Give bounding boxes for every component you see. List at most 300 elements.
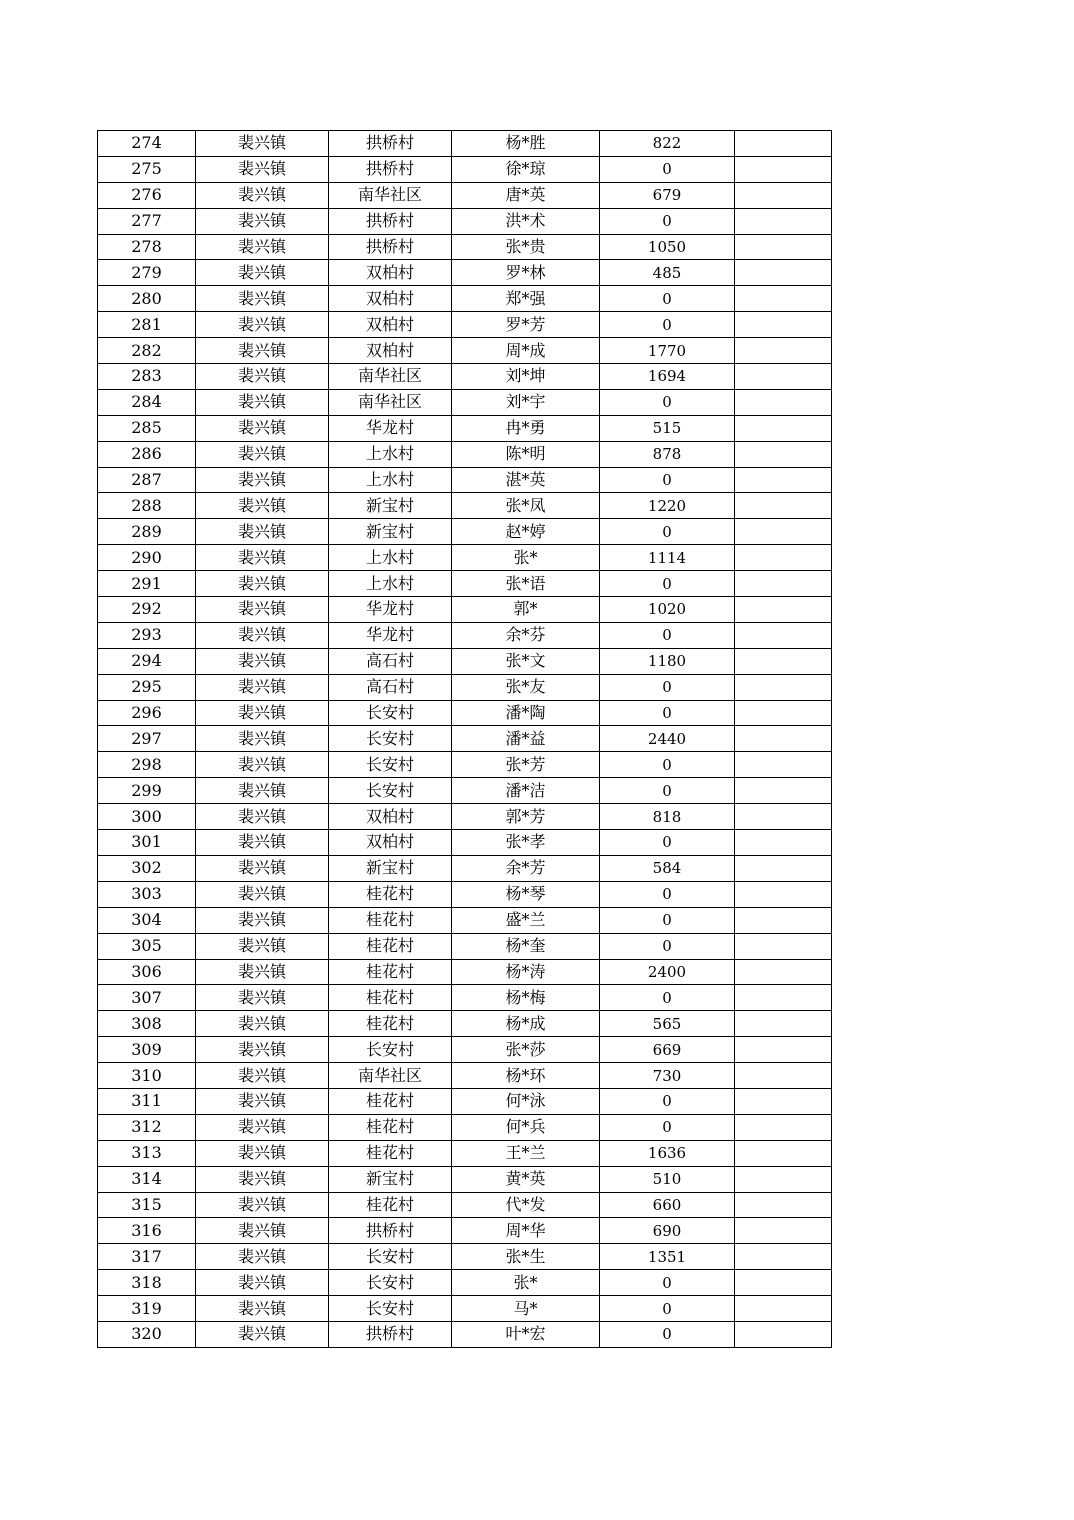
village-cell: 长安村 — [329, 1037, 452, 1063]
amount-cell: 0 — [600, 571, 735, 597]
amount-cell: 0 — [600, 881, 735, 907]
village-cell: 桂花村 — [329, 907, 452, 933]
town-cell: 裴兴镇 — [196, 338, 329, 364]
name-cell: 张*芳 — [452, 752, 600, 778]
amount-cell: 1694 — [600, 364, 735, 390]
town-cell: 裴兴镇 — [196, 985, 329, 1011]
name-cell: 张* — [452, 1270, 600, 1296]
row-number-cell: 296 — [98, 700, 196, 726]
table-row — [98, 1114, 832, 1140]
town-cell: 裴兴镇 — [196, 648, 329, 674]
name-cell: 张*莎 — [452, 1037, 600, 1063]
amount-cell: 822 — [600, 131, 735, 157]
town-cell: 裴兴镇 — [196, 389, 329, 415]
village-cell: 拱桥村 — [329, 156, 452, 182]
town-cell: 裴兴镇 — [196, 907, 329, 933]
name-cell: 张*孝 — [452, 830, 600, 856]
table-row — [98, 1011, 832, 1037]
village-cell: 长安村 — [329, 1296, 452, 1322]
town-cell: 裴兴镇 — [196, 312, 329, 338]
name-cell: 刘*宇 — [452, 389, 600, 415]
village-cell: 新宝村 — [329, 1166, 452, 1192]
village-cell: 桂花村 — [329, 1011, 452, 1037]
town-cell: 裴兴镇 — [196, 700, 329, 726]
amount-cell: 0 — [600, 622, 735, 648]
amount-cell: 0 — [600, 1296, 735, 1322]
remark-cell — [735, 545, 832, 571]
town-cell: 裴兴镇 — [196, 1037, 329, 1063]
row-number-cell: 289 — [98, 519, 196, 545]
remark-cell — [735, 778, 832, 804]
remark-cell — [735, 1321, 832, 1347]
remark-cell — [735, 933, 832, 959]
table-row — [98, 364, 832, 390]
row-number-cell: 303 — [98, 881, 196, 907]
town-cell: 裴兴镇 — [196, 674, 329, 700]
table-row — [98, 1218, 832, 1244]
name-cell: 盛*兰 — [452, 907, 600, 933]
amount-cell: 1636 — [600, 1140, 735, 1166]
name-cell: 潘*洁 — [452, 778, 600, 804]
remark-cell — [735, 985, 832, 1011]
row-number-cell: 310 — [98, 1063, 196, 1089]
name-cell: 杨*涛 — [452, 959, 600, 985]
town-cell: 裴兴镇 — [196, 286, 329, 312]
remark-cell — [735, 519, 832, 545]
amount-cell: 510 — [600, 1166, 735, 1192]
town-cell: 裴兴镇 — [196, 778, 329, 804]
name-cell: 罗*林 — [452, 260, 600, 286]
name-cell: 赵*婷 — [452, 519, 600, 545]
town-cell: 裴兴镇 — [196, 415, 329, 441]
row-number-cell: 299 — [98, 778, 196, 804]
amount-cell: 0 — [600, 700, 735, 726]
amount-cell: 669 — [600, 1037, 735, 1063]
table-row — [98, 208, 832, 234]
table-row — [98, 519, 832, 545]
remark-cell — [735, 804, 832, 830]
row-number-cell: 282 — [98, 338, 196, 364]
town-cell: 裴兴镇 — [196, 1270, 329, 1296]
table-row — [98, 907, 832, 933]
remark-cell — [735, 286, 832, 312]
table-row — [98, 545, 832, 571]
remark-cell — [735, 1270, 832, 1296]
village-cell: 桂花村 — [329, 881, 452, 907]
remark-cell — [735, 648, 832, 674]
row-number-cell: 294 — [98, 648, 196, 674]
village-cell: 桂花村 — [329, 1088, 452, 1114]
remark-cell — [735, 1244, 832, 1270]
table-row — [98, 597, 832, 623]
remark-cell — [735, 182, 832, 208]
table-row — [98, 1063, 832, 1089]
village-cell: 南华社区 — [329, 1063, 452, 1089]
amount-cell: 0 — [600, 1088, 735, 1114]
village-cell: 桂花村 — [329, 1140, 452, 1166]
remark-cell — [735, 234, 832, 260]
amount-cell: 0 — [600, 519, 735, 545]
amount-cell: 0 — [600, 1270, 735, 1296]
table-row — [98, 571, 832, 597]
amount-cell: 0 — [600, 830, 735, 856]
table-row — [98, 493, 832, 519]
row-number-cell: 317 — [98, 1244, 196, 1270]
name-cell: 张*语 — [452, 571, 600, 597]
village-cell: 长安村 — [329, 700, 452, 726]
town-cell: 裴兴镇 — [196, 1166, 329, 1192]
remark-cell — [735, 674, 832, 700]
table-row — [98, 1296, 832, 1322]
town-cell: 裴兴镇 — [196, 156, 329, 182]
table-row — [98, 933, 832, 959]
remark-cell — [735, 208, 832, 234]
remark-cell — [735, 959, 832, 985]
town-cell: 裴兴镇 — [196, 855, 329, 881]
table-row — [98, 881, 832, 907]
table-row — [98, 648, 832, 674]
table-row — [98, 338, 832, 364]
row-number-cell: 309 — [98, 1037, 196, 1063]
row-number-cell: 292 — [98, 597, 196, 623]
row-number-cell: 277 — [98, 208, 196, 234]
amount-cell: 1020 — [600, 597, 735, 623]
village-cell: 拱桥村 — [329, 131, 452, 157]
village-cell: 桂花村 — [329, 933, 452, 959]
table-row — [98, 1088, 832, 1114]
amount-cell: 1770 — [600, 338, 735, 364]
remark-cell — [735, 312, 832, 338]
table-row — [98, 1321, 832, 1347]
town-cell: 裴兴镇 — [196, 597, 329, 623]
amount-cell: 1351 — [600, 1244, 735, 1270]
amount-cell: 1180 — [600, 648, 735, 674]
table-row — [98, 830, 832, 856]
name-cell: 张*贵 — [452, 234, 600, 260]
town-cell: 裴兴镇 — [196, 726, 329, 752]
village-cell: 桂花村 — [329, 985, 452, 1011]
name-cell: 潘*陶 — [452, 700, 600, 726]
amount-cell: 818 — [600, 804, 735, 830]
table-row — [98, 156, 832, 182]
amount-cell: 584 — [600, 855, 735, 881]
table-row — [98, 260, 832, 286]
village-cell: 长安村 — [329, 752, 452, 778]
village-cell: 南华社区 — [329, 389, 452, 415]
amount-cell: 485 — [600, 260, 735, 286]
row-number-cell: 298 — [98, 752, 196, 778]
village-cell: 双柏村 — [329, 830, 452, 856]
village-cell: 上水村 — [329, 571, 452, 597]
amount-cell: 0 — [600, 467, 735, 493]
town-cell: 裴兴镇 — [196, 260, 329, 286]
table-row — [98, 959, 832, 985]
town-cell: 裴兴镇 — [196, 881, 329, 907]
row-number-cell: 305 — [98, 933, 196, 959]
row-number-cell: 278 — [98, 234, 196, 260]
village-cell: 双柏村 — [329, 338, 452, 364]
remark-cell — [735, 622, 832, 648]
village-cell: 上水村 — [329, 467, 452, 493]
row-number-cell: 280 — [98, 286, 196, 312]
town-cell: 裴兴镇 — [196, 1244, 329, 1270]
remark-cell — [735, 1218, 832, 1244]
remark-cell — [735, 131, 832, 157]
name-cell: 刘*坤 — [452, 364, 600, 390]
amount-cell: 1114 — [600, 545, 735, 571]
row-number-cell: 318 — [98, 1270, 196, 1296]
amount-cell: 565 — [600, 1011, 735, 1037]
town-cell: 裴兴镇 — [196, 571, 329, 597]
name-cell: 张* — [452, 545, 600, 571]
row-number-cell: 315 — [98, 1192, 196, 1218]
table-row — [98, 1270, 832, 1296]
table-row — [98, 182, 832, 208]
town-cell: 裴兴镇 — [196, 830, 329, 856]
row-number-cell: 301 — [98, 830, 196, 856]
town-cell: 裴兴镇 — [196, 1218, 329, 1244]
amount-cell: 0 — [600, 1321, 735, 1347]
row-number-cell: 283 — [98, 364, 196, 390]
table-row — [98, 1166, 832, 1192]
village-cell: 华龙村 — [329, 597, 452, 623]
village-cell: 桂花村 — [329, 1114, 452, 1140]
row-number-cell: 297 — [98, 726, 196, 752]
row-number-cell: 302 — [98, 855, 196, 881]
table-row — [98, 1140, 832, 1166]
remark-cell — [735, 389, 832, 415]
remark-cell — [735, 1037, 832, 1063]
name-cell: 何*兵 — [452, 1114, 600, 1140]
remark-cell — [735, 1063, 832, 1089]
table-row — [98, 467, 832, 493]
name-cell: 马* — [452, 1296, 600, 1322]
table-row — [98, 389, 832, 415]
name-cell: 张*凤 — [452, 493, 600, 519]
amount-cell: 0 — [600, 985, 735, 1011]
name-cell: 张*友 — [452, 674, 600, 700]
town-cell: 裴兴镇 — [196, 1321, 329, 1347]
remark-cell — [735, 855, 832, 881]
village-cell: 双柏村 — [329, 286, 452, 312]
village-cell: 新宝村 — [329, 493, 452, 519]
row-number-cell: 290 — [98, 545, 196, 571]
village-cell: 长安村 — [329, 778, 452, 804]
remark-cell — [735, 1088, 832, 1114]
amount-cell: 0 — [600, 312, 735, 338]
remark-cell — [735, 726, 832, 752]
name-cell: 张*文 — [452, 648, 600, 674]
remark-cell — [735, 597, 832, 623]
town-cell: 裴兴镇 — [196, 1140, 329, 1166]
town-cell: 裴兴镇 — [196, 208, 329, 234]
name-cell: 洪*术 — [452, 208, 600, 234]
town-cell: 裴兴镇 — [196, 441, 329, 467]
table-row — [98, 131, 832, 157]
row-number-cell: 314 — [98, 1166, 196, 1192]
village-cell: 双柏村 — [329, 260, 452, 286]
village-cell: 华龙村 — [329, 415, 452, 441]
name-cell: 罗*芳 — [452, 312, 600, 338]
remark-cell — [735, 907, 832, 933]
table-row — [98, 700, 832, 726]
name-cell: 杨*胜 — [452, 131, 600, 157]
table-row — [98, 234, 832, 260]
name-cell: 郭*芳 — [452, 804, 600, 830]
town-cell: 裴兴镇 — [196, 752, 329, 778]
remark-cell — [735, 415, 832, 441]
name-cell: 张*生 — [452, 1244, 600, 1270]
row-number-cell: 285 — [98, 415, 196, 441]
name-cell: 周*成 — [452, 338, 600, 364]
amount-cell: 730 — [600, 1063, 735, 1089]
row-number-cell: 319 — [98, 1296, 196, 1322]
town-cell: 裴兴镇 — [196, 234, 329, 260]
table-row — [98, 415, 832, 441]
amount-cell: 660 — [600, 1192, 735, 1218]
table-row — [98, 1244, 832, 1270]
amount-cell: 515 — [600, 415, 735, 441]
name-cell: 陈*明 — [452, 441, 600, 467]
amount-cell: 0 — [600, 1114, 735, 1140]
town-cell: 裴兴镇 — [196, 1063, 329, 1089]
name-cell: 郑*强 — [452, 286, 600, 312]
village-cell: 华龙村 — [329, 622, 452, 648]
row-number-cell: 288 — [98, 493, 196, 519]
village-cell: 长安村 — [329, 1270, 452, 1296]
row-number-cell: 308 — [98, 1011, 196, 1037]
village-cell: 桂花村 — [329, 1192, 452, 1218]
remark-cell — [735, 1140, 832, 1166]
amount-cell: 0 — [600, 208, 735, 234]
remark-cell — [735, 1296, 832, 1322]
name-cell: 杨*环 — [452, 1063, 600, 1089]
table-row — [98, 674, 832, 700]
table-row — [98, 441, 832, 467]
name-cell: 代*发 — [452, 1192, 600, 1218]
remark-cell — [735, 752, 832, 778]
remark-cell — [735, 156, 832, 182]
row-number-cell: 316 — [98, 1218, 196, 1244]
row-number-cell: 293 — [98, 622, 196, 648]
row-number-cell: 306 — [98, 959, 196, 985]
village-cell: 拱桥村 — [329, 234, 452, 260]
village-cell: 南华社区 — [329, 364, 452, 390]
town-cell: 裴兴镇 — [196, 1011, 329, 1037]
amount-cell: 0 — [600, 907, 735, 933]
row-number-cell: 300 — [98, 804, 196, 830]
name-cell: 周*华 — [452, 1218, 600, 1244]
row-number-cell: 276 — [98, 182, 196, 208]
table-row — [98, 752, 832, 778]
town-cell: 裴兴镇 — [196, 182, 329, 208]
amount-cell: 0 — [600, 778, 735, 804]
town-cell: 裴兴镇 — [196, 467, 329, 493]
amount-cell: 0 — [600, 156, 735, 182]
row-number-cell: 281 — [98, 312, 196, 338]
village-cell: 新宝村 — [329, 855, 452, 881]
village-cell: 南华社区 — [329, 182, 452, 208]
name-cell: 叶*宏 — [452, 1321, 600, 1347]
table-row — [98, 855, 832, 881]
amount-cell: 0 — [600, 389, 735, 415]
row-number-cell: 287 — [98, 467, 196, 493]
table-row — [98, 622, 832, 648]
amount-cell: 1220 — [600, 493, 735, 519]
name-cell: 徐*琼 — [452, 156, 600, 182]
records-table — [97, 130, 832, 1348]
name-cell: 杨*奎 — [452, 933, 600, 959]
row-number-cell: 295 — [98, 674, 196, 700]
table-row — [98, 312, 832, 338]
row-number-cell: 307 — [98, 985, 196, 1011]
name-cell: 杨*梅 — [452, 985, 600, 1011]
name-cell: 杨*成 — [452, 1011, 600, 1037]
town-cell: 裴兴镇 — [196, 1296, 329, 1322]
village-cell: 高石村 — [329, 674, 452, 700]
village-cell: 长安村 — [329, 1244, 452, 1270]
remark-cell — [735, 881, 832, 907]
remark-cell — [735, 467, 832, 493]
remark-cell — [735, 1166, 832, 1192]
row-number-cell: 312 — [98, 1114, 196, 1140]
name-cell: 潘*益 — [452, 726, 600, 752]
row-number-cell: 275 — [98, 156, 196, 182]
row-number-cell: 284 — [98, 389, 196, 415]
name-cell: 湛*英 — [452, 467, 600, 493]
town-cell: 裴兴镇 — [196, 804, 329, 830]
remark-cell — [735, 260, 832, 286]
remark-cell — [735, 700, 832, 726]
remark-cell — [735, 571, 832, 597]
remark-cell — [735, 493, 832, 519]
town-cell: 裴兴镇 — [196, 1192, 329, 1218]
village-cell: 拱桥村 — [329, 1321, 452, 1347]
row-number-cell: 313 — [98, 1140, 196, 1166]
village-cell: 桂花村 — [329, 959, 452, 985]
amount-cell: 1050 — [600, 234, 735, 260]
table-row — [98, 286, 832, 312]
village-cell: 长安村 — [329, 726, 452, 752]
amount-cell: 690 — [600, 1218, 735, 1244]
name-cell: 唐*英 — [452, 182, 600, 208]
name-cell: 余*芳 — [452, 855, 600, 881]
name-cell: 王*兰 — [452, 1140, 600, 1166]
table-body — [98, 131, 832, 1348]
table-row — [98, 778, 832, 804]
remark-cell — [735, 1192, 832, 1218]
name-cell: 郭* — [452, 597, 600, 623]
name-cell: 何*泳 — [452, 1088, 600, 1114]
row-number-cell: 304 — [98, 907, 196, 933]
village-cell: 拱桥村 — [329, 1218, 452, 1244]
town-cell: 裴兴镇 — [196, 1088, 329, 1114]
town-cell: 裴兴镇 — [196, 622, 329, 648]
village-cell: 双柏村 — [329, 312, 452, 338]
amount-cell: 679 — [600, 182, 735, 208]
row-number-cell: 320 — [98, 1321, 196, 1347]
village-cell: 双柏村 — [329, 804, 452, 830]
amount-cell: 878 — [600, 441, 735, 467]
table-row — [98, 726, 832, 752]
town-cell: 裴兴镇 — [196, 545, 329, 571]
town-cell: 裴兴镇 — [196, 1114, 329, 1140]
remark-cell — [735, 830, 832, 856]
table-row — [98, 1192, 832, 1218]
row-number-cell: 279 — [98, 260, 196, 286]
name-cell: 余*芬 — [452, 622, 600, 648]
town-cell: 裴兴镇 — [196, 933, 329, 959]
